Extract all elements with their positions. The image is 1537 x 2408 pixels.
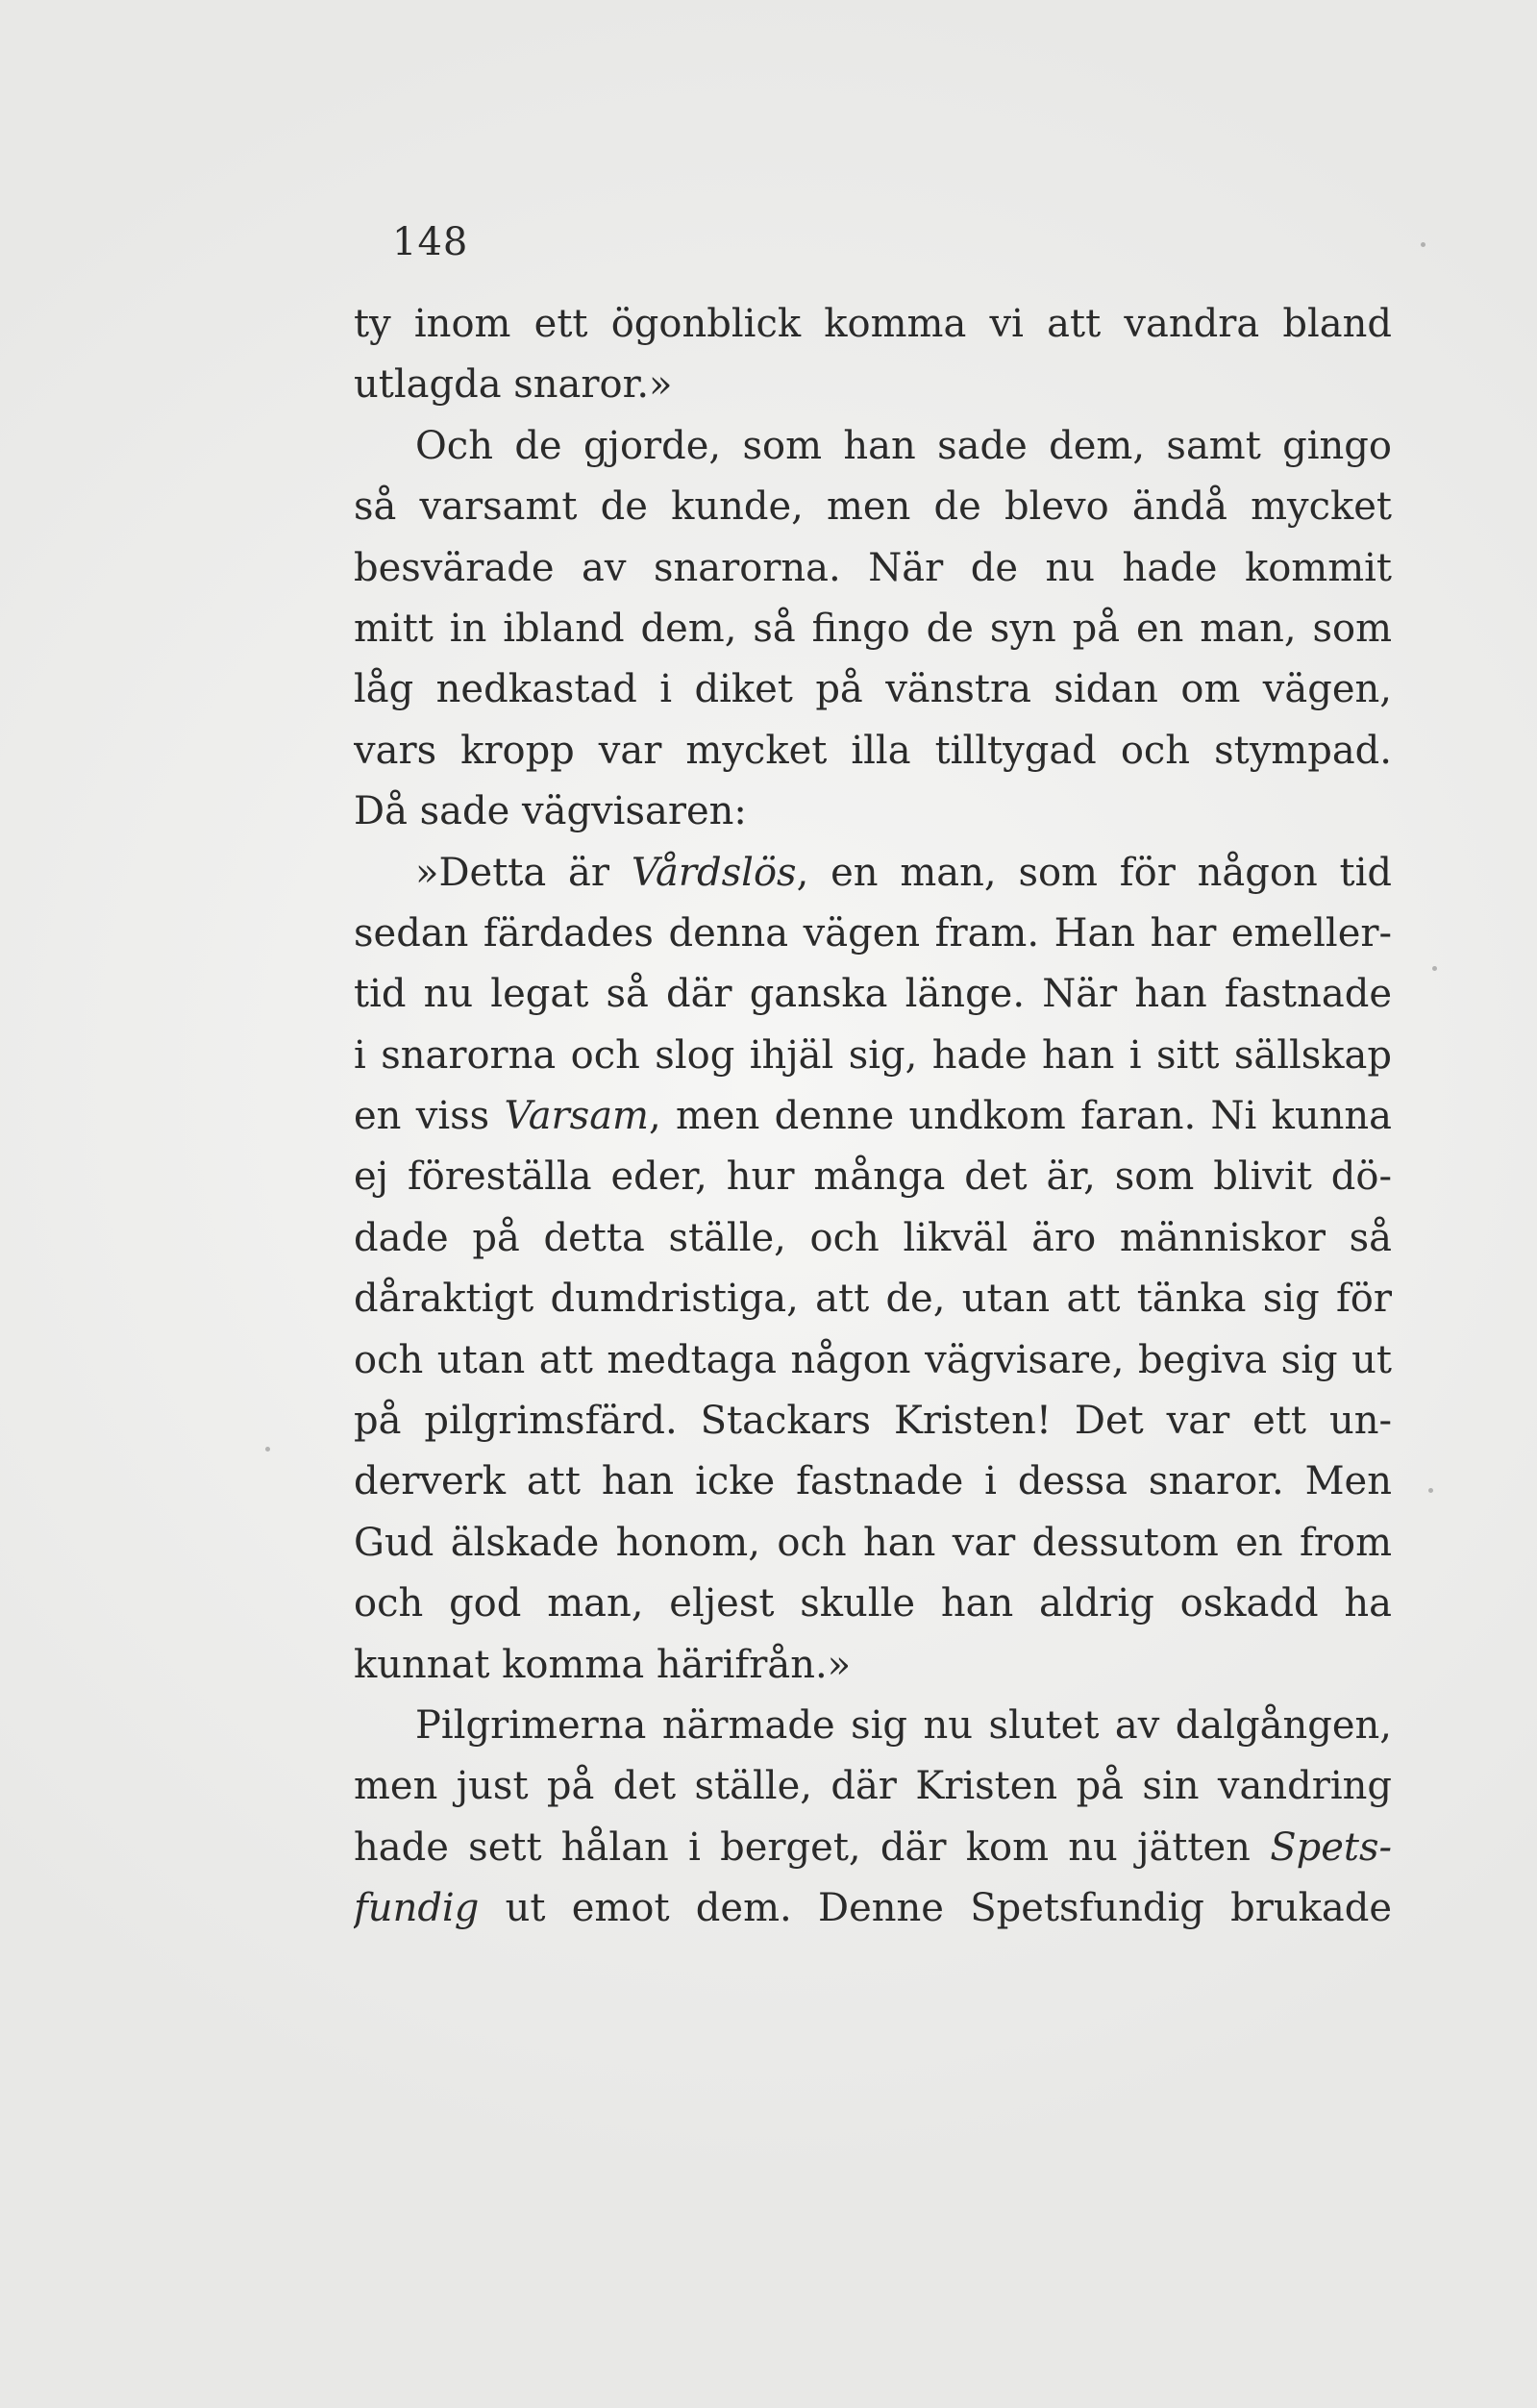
line-text: Pilgrimerna närmade sig nu slutet av dalgången, (415, 1702, 1392, 1748)
line-text: Då sade vägvisaren: (354, 789, 747, 834)
line-text: ej föreställa eder, hur många det är, som blivit dö- (354, 1154, 1392, 1200)
line-text: Gud älskade honom, och han var dessutom en from (354, 1520, 1392, 1565)
text-line (354, 1878, 1392, 1939)
speck (1421, 242, 1425, 247)
text-line (354, 1026, 1392, 1086)
line-text: dade på detta ställe, och likväl äro människor så (354, 1215, 1392, 1260)
text-line (354, 1635, 1392, 1696)
line-text: dåraktigt dumdristiga, att de, utan att tänka sig för (354, 1277, 1392, 1322)
text-line (354, 904, 1392, 964)
text-line (354, 477, 1392, 537)
line-text-after: , men denne undkom faran. Ni kunna (648, 1094, 1392, 1139)
text-line (354, 1208, 1392, 1269)
text-line (354, 1330, 1392, 1391)
line-text: kunnat komma härifrån.» (354, 1642, 852, 1687)
line-text-before: hade sett hålan i berget, där kom nu jätten (354, 1825, 1271, 1870)
line-text-before: en viss (354, 1094, 505, 1139)
body-text (354, 294, 1392, 1940)
line-text: och god man, eljest skulle han aldrig oskadd ha (354, 1581, 1392, 1626)
text-line (354, 964, 1392, 1025)
line-text-after: , en man, som för någon tid (796, 850, 1392, 895)
line-text: tid nu legat så där ganska länge. När han fastnade (354, 972, 1392, 1017)
text-line (354, 538, 1392, 599)
speck (265, 1447, 270, 1452)
text-line (354, 1756, 1392, 1817)
text-line (354, 659, 1392, 720)
line-text: men just på det ställe, där Kristen på sin vandring (354, 1764, 1392, 1809)
line-text: derverk att han icke fastnade i dessa snaror. Men (354, 1459, 1392, 1504)
text-line (354, 1147, 1392, 1207)
line-text: mitt in ibland dem, så fingo de syn på en man, som (354, 606, 1392, 651)
line-text: ty inom ett ögonblick komma vi att vandra bland (354, 302, 1392, 346)
line-text: sedan färdades denna vägen fram. Han har emeller- (354, 910, 1392, 956)
text-line (354, 1818, 1392, 1878)
italic-name: Varsam (504, 1094, 649, 1139)
text-line (354, 1086, 1392, 1147)
line-text: i snarorna och slog ihjäl sig, hade han i sitt sällskap (354, 1032, 1392, 1078)
line-text: vars kropp var mycket illa tilltygad och stympad. (354, 728, 1392, 773)
italic-name: fundig (354, 1886, 480, 1931)
line-text: låg nedkastad i diket på vänstra sidan om vägen, (354, 667, 1392, 712)
line-text: Och de gjorde, som han sade dem, samt gingo (415, 423, 1392, 468)
line-text-before: »Detta är (415, 850, 632, 895)
line-text: på pilgrimsfärd. Stackars Kristen! Det var ett un- (354, 1399, 1392, 1444)
text-line (354, 782, 1392, 842)
text-line (354, 416, 1392, 477)
text-line (354, 1574, 1392, 1634)
line-text: så varsamt de kunde, men de blevo ändå mycket (354, 484, 1392, 530)
text-line (354, 294, 1392, 355)
italic-name: Vårdslös (631, 850, 797, 895)
text-line (354, 1696, 1392, 1756)
text-line (354, 355, 1392, 415)
text-line (354, 721, 1392, 782)
text-line (354, 1513, 1392, 1574)
line-text: besvärade av snarorna. När de nu hade kommit (354, 545, 1392, 590)
speck (1428, 1488, 1433, 1493)
page-number: 148 (392, 220, 469, 264)
line-text-after: ut emot dem. Denne Spetsfundig brukade (479, 1886, 1392, 1931)
text-line (354, 1391, 1392, 1452)
line-text: utlagda snaror.» (354, 362, 673, 408)
speck (1432, 966, 1437, 971)
text-line (354, 1452, 1392, 1512)
line-text: och utan att medtaga någon vägvisare, begiva sig ut (354, 1337, 1392, 1382)
italic-name: Spets- (1270, 1825, 1392, 1870)
text-line (354, 1269, 1392, 1329)
text-line (354, 599, 1392, 659)
text-line (354, 843, 1392, 904)
